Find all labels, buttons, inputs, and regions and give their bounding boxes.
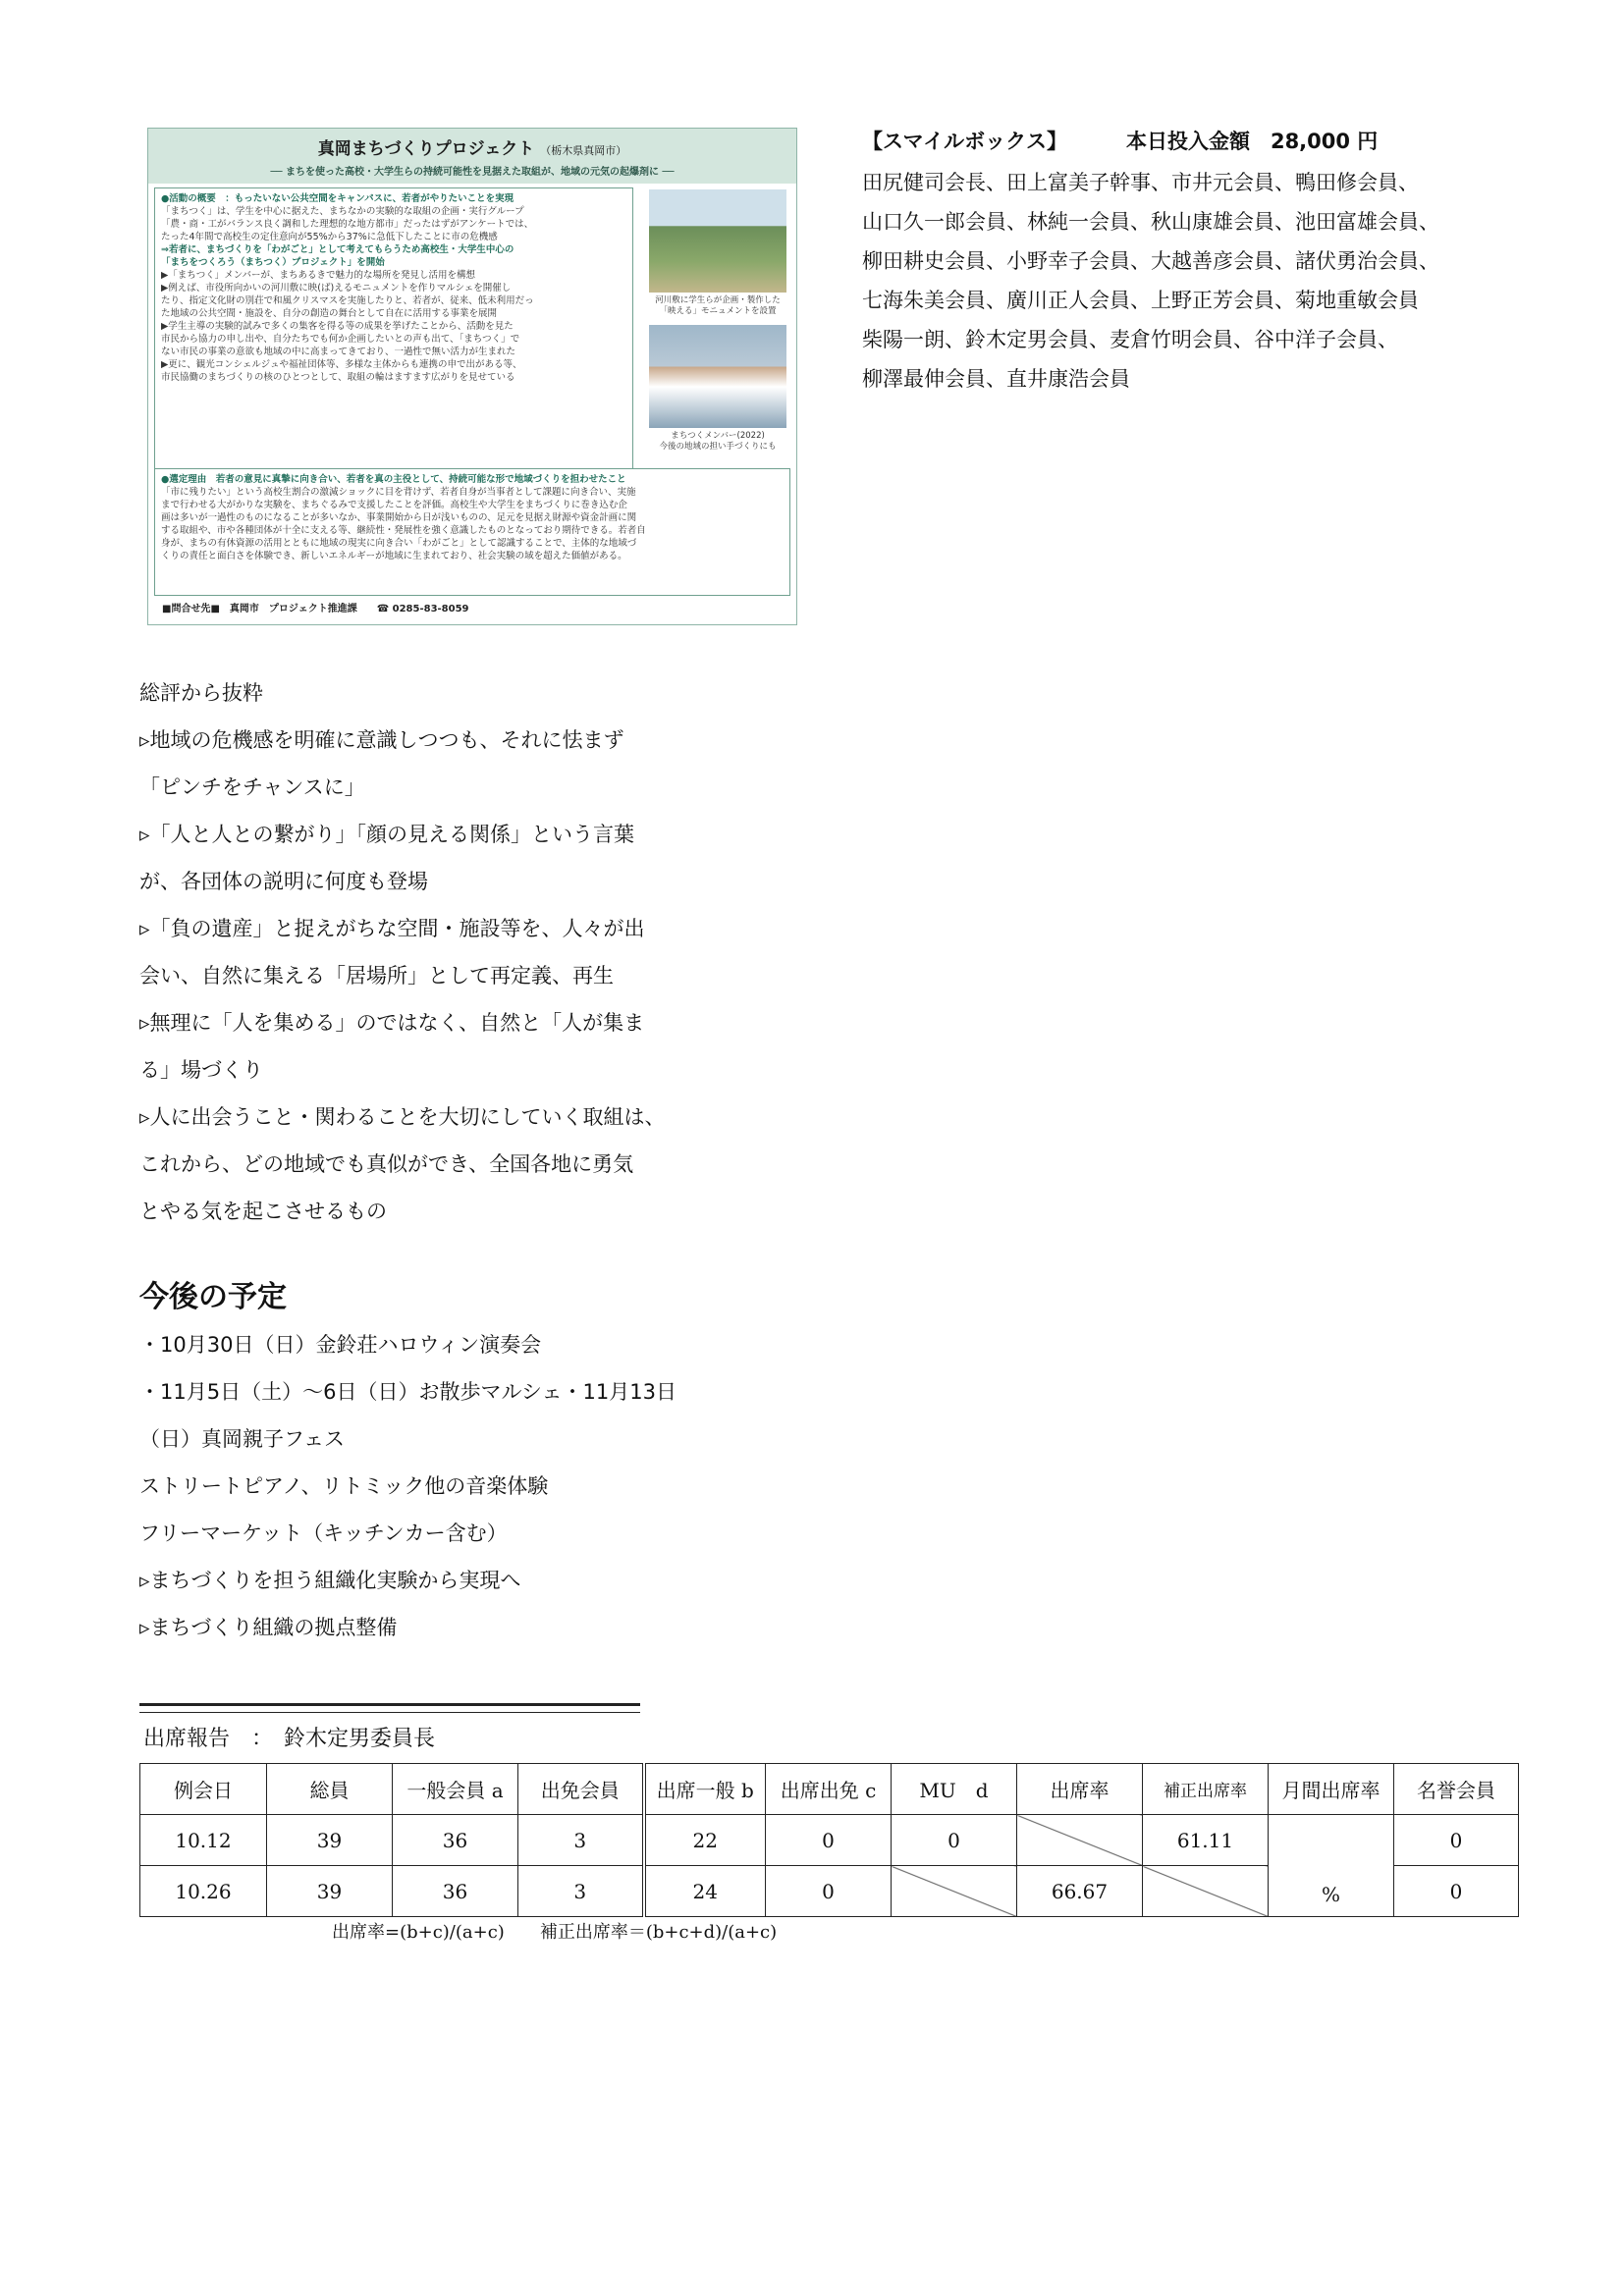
flyer-header (148, 129, 796, 184)
review-line: ▹地域の危機感を明確に意識しつつも、それに怯まず (139, 728, 624, 752)
col-header: 名誉会員 (1394, 1764, 1519, 1815)
cell-total: 39 (267, 1815, 393, 1866)
flyer-reason-box (154, 468, 790, 596)
flyer-line: 「市に残りたい」という高校生割合の激減ショックに目を背けず、若者自身が当事者として課題に向き合い、実施 (161, 487, 636, 498)
attendance-formula: 出席率=(b+c)/(a+c) 補正出席率＝(b+c+d)/(a+c) (332, 1922, 778, 1943)
cell-attend-exempt: 0 (766, 1866, 892, 1917)
flyer-line: 「農・商・工がバランス良く調和した理想的な地方都市」だったはずがアンケートでは、 (161, 219, 534, 230)
cell-exempt: 3 (518, 1815, 644, 1866)
photo-caption-2: まちつくメンバー(2022) 今後の地域の担い手づくりにも (659, 431, 777, 452)
review-line: ▹人に出会うこと・関わることを大切にしていく取組は、 (139, 1105, 666, 1129)
schedule-line: フリーマーケット（キッチンカー含む） (139, 1522, 508, 1545)
flyer-line: 身が、まちの有休資源の活用とともに地域の現実に向き合い「わがごと」として認識することで、主体的な地域づ (161, 538, 637, 549)
section-divider (139, 1703, 640, 1713)
flyer-line: ▶例えば、市役所向かいの河川敷に映(ば)えるモニュメントを作りマルシェを開催し (161, 283, 512, 294)
cell-monthly-rate: % (1269, 1815, 1394, 1917)
smile-member-line: 山口久一郎会員、林純一会員、秋山康雄会員、池田富雄会員、 (862, 210, 1439, 234)
col-header: 月間出席率 (1269, 1764, 1394, 1815)
smile-box-header (862, 126, 1378, 155)
cell-general: 36 (393, 1866, 518, 1917)
flyer-line: 市民から協力の申し出や、自分たちでも何か企画したいとの声も出て、「まちつく」で (161, 334, 520, 345)
schedule-line: （日）真岡親子フェス (139, 1427, 345, 1451)
col-header: MU d (892, 1764, 1017, 1815)
review-line: が、各団体の説明に何度も登場 (139, 870, 428, 893)
cell-attend-general: 24 (644, 1866, 766, 1917)
cell-mu: 0 (892, 1815, 1017, 1866)
review-line: ▹「人と人との繋がり」「顔の見える関係」という言葉 (139, 823, 635, 846)
schedule-heading: 今後の予定 (139, 1280, 287, 1314)
flyer-title-sub: （栃木県真岡市） (540, 144, 627, 157)
smile-box-amount: 本日投入金額 28,000 円 (1125, 130, 1379, 153)
smile-member-line: 柳田耕史会員、小野幸子会員、大越善彦会員、諸伏勇治会員、 (862, 249, 1439, 273)
cell-mu-empty (892, 1866, 1017, 1917)
flyer-line: まで行わせる大がかりな実験を、まちぐるみで支援したことを評価。高校生や大学生をまちづくりに巻き込む企 (161, 500, 627, 510)
flyer-line: たり、指定文化財の別荘で和風クリスマスを実施したりと、若者が、従来、低未利用だっ (161, 295, 534, 306)
col-header: 総員 (267, 1764, 393, 1815)
review-line: ▹「負の遺産」と捉えがちな空間・施設等を、人々が出 (139, 917, 645, 940)
flyer-line: ⇒若者に、まちづくりを「わがごと」として考えてもらうため高校生・大学生中心の (161, 244, 514, 255)
review-line: 「ピンチをチャンスに」 (139, 775, 365, 799)
smile-member-line: 柴陽一朗、鈴木定男会員、麦倉竹明会員、谷中洋子会員、 (862, 328, 1398, 351)
schedule-line: ▹まちづくり組織の拠点整備 (139, 1616, 398, 1639)
flyer-line: 「まちつく」は、学生を中心に据えた、まちなかの実験的な取組の企画・実行グループ (161, 206, 524, 217)
smile-box-label: 【スマイルボックス】 (862, 130, 1067, 153)
col-header: 一般会員 a (393, 1764, 518, 1815)
flyer-line: たった4年間で高校生の定住意向が55%から37%に急低下したことに市の危機感 (161, 232, 498, 242)
schedule-line: ・11月5日（土）～6日（日）お散歩マルシェ・11月13日 (139, 1380, 677, 1404)
flyer-tagline: ── まちを使った高校・大学生らの持続可能性を見据えた取組が、地域の元気の起爆剤に ── (270, 167, 675, 178)
flyer-line: ▶「まちつく」メンバーが、まちあるきで魅力的な場所を発見し活用を構想 (161, 270, 476, 281)
members-photo (649, 325, 786, 428)
flyer-line: 画は多いが一過性のものになることが多いなか、事業開始から日が浅いものの、足元を見据え財源や資金計画に関 (161, 512, 637, 523)
review-line: る」場づくり (139, 1058, 263, 1082)
riverbank-photo (649, 189, 786, 293)
cell-honorary: 0 (1394, 1866, 1519, 1917)
flyer-line: 「まちをつくろう（まちつく）プロジェクト」を開始 (161, 257, 385, 268)
review-heading: 総評から抜粋 (139, 681, 263, 705)
attendance-table (139, 1763, 1519, 1917)
col-header: 出席出免 c (766, 1764, 892, 1815)
project-flyer (147, 128, 797, 625)
smile-member-line: 七海朱美会員、廣川正人会員、上野正芳会員、菊地重敏会員 (862, 289, 1419, 312)
cell-meeting-date: 10.12 (140, 1815, 267, 1866)
attendance-header-row (140, 1764, 1519, 1815)
schedule-line: ▹まちづくりを担う組織化実験から実現へ (139, 1569, 521, 1592)
photo-caption-1: 河川敷に学生らが企画・製作した「映える」モニュメントを設置 (655, 295, 781, 316)
attendance-title: 出席報告 ： 鈴木定男委員長 (143, 1727, 436, 1751)
flyer-line: ない市民の事業の意欲も地域の中に高まってきており、一過性で無い活力が生まれた (161, 347, 516, 357)
review-line: とやる気を起こさせるもの (139, 1200, 387, 1223)
flyer-line: ●活動の概要 ：もったいない公共空間をキャンパスに、若者がやりたいことを実現 (161, 193, 514, 204)
cell-attend-general: 22 (644, 1815, 766, 1866)
cell-adjusted-rate-empty (1143, 1866, 1269, 1917)
schedule-line: ・10月30日（日）金鈴荘ハロウィン演奏会 (139, 1333, 542, 1357)
col-header: 例会日 (140, 1764, 267, 1815)
cell-attendance-rate-empty (1017, 1815, 1143, 1866)
schedule-line: ストリートピアノ、リトミック他の音楽体験 (139, 1474, 549, 1498)
review-line: ▹無理に「人を集める」のではなく、自然と「人が集ま (139, 1011, 645, 1035)
flyer-line: する取組や、市や各種団体が十全に支える等、継続性・発展性を強く意識したものとなっており期待できる。若者自 (161, 525, 646, 536)
flyer-line: た地域の公共空間・施設を、自分の創造の舞台として自在に活用する事業を展開 (161, 308, 498, 319)
smile-member-line: 柳澤最伸会員、直井康浩会員 (862, 367, 1130, 391)
flyer-line: ●選定理由 若者の意見に真摯に向き合い、若者を真の主役として、持続可能な形で地域づくりを担わせたこと (161, 474, 626, 485)
flyer-line: ▶学生主導の実験的試みで多くの集客を得る等の成果を挙げたことから、活動を見た (161, 321, 514, 332)
flyer-line: ▶更に、観光コンシェルジュや福祉団体等、多様な主体からも連携の申で出がある等、 (161, 359, 522, 370)
table-row (140, 1815, 1519, 1866)
cell-honorary: 0 (1394, 1815, 1519, 1866)
flyer-line: くりの責任と面白さを体験でき、新しいエネルギーが地域に生まれており、社会実験の域を超えた価値がある。 (161, 551, 627, 561)
col-header: 出免会員 (518, 1764, 644, 1815)
smile-member-line: 田尻健司会長、田上富美子幹事、市井元会員、鴨田修会員、 (862, 171, 1419, 194)
cell-general: 36 (393, 1815, 518, 1866)
cell-exempt: 3 (518, 1866, 644, 1917)
flyer-contact: ■問合せ先■ 真岡市 プロジェクト推進課 ☎ 0285-83-8059 (162, 604, 469, 614)
col-header: 出席率 (1017, 1764, 1143, 1815)
review-line: 会い、自然に集える「居場所」として再定義、再生 (139, 964, 614, 988)
flyer-title (148, 134, 796, 159)
col-header: 補正出席率 (1143, 1764, 1269, 1815)
review-line: これから、どの地域でも真似ができ、全国各地に勇気 (139, 1152, 634, 1176)
cell-total: 39 (267, 1866, 393, 1917)
cell-meeting-date: 10.26 (140, 1866, 267, 1917)
cell-adjusted-rate: 61.11 (1143, 1815, 1269, 1866)
flyer-title-text: 真岡まちづくりプロジェクト (317, 139, 535, 159)
cell-attend-exempt: 0 (766, 1815, 892, 1866)
cell-attendance-rate: 66.67 (1017, 1866, 1143, 1917)
flyer-line: 市民協働のまちづくりの核のひとつとして、取組の輪はますます広がりを見せている (161, 372, 515, 383)
col-header: 出席一般 b (644, 1764, 766, 1815)
